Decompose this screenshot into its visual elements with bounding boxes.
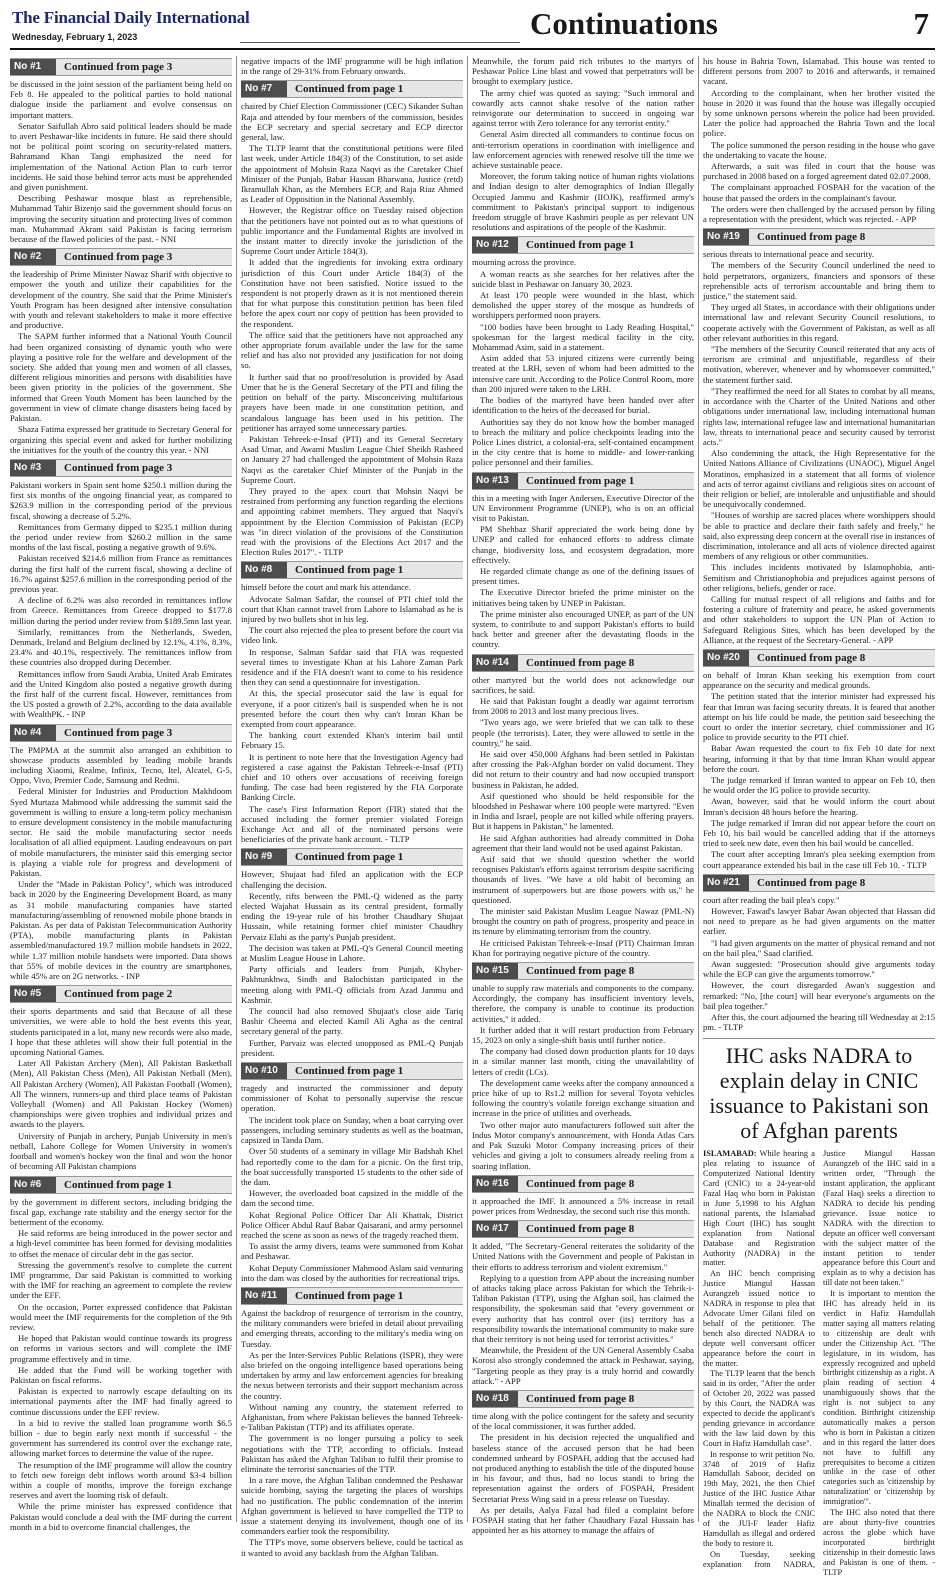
story-body <box>10 269 232 455</box>
story-paragraph: tragedy and instructed the commissioner and deputy commissioner of Kohat to personally supervise the rescue operation. <box>241 1083 463 1114</box>
story-paragraph: The SAPM further informed that a National Youth Council had been organized consisting of dynamic youth who were playing a positive role for the welfare and development of the society. She added that young men and women of all classes, different religious minorities and persons with disabilities have been given priority in the policies of the government. She informed that Green Youth Moment has been launched by the government in view of climate change disasters being faced by Pakistan. <box>10 331 232 424</box>
story-body <box>241 869 463 1058</box>
story-paragraph: Later All Pakistan Archery (Men), All Pakistan Basketball (Men), All Pakistan Chess (Men), All Pakistan Netball (Men), All Pakistan Archery (Women), All Pakistan Football (Women), All The winners, runners-up and third place teams of Pakistan Volleyball (Women) and All Pakistan Hockey (Women) championships were given trophies and individual prizes and awards to the players. <box>10 1058 232 1130</box>
story-body <box>703 56 935 224</box>
story-paragraph: himself before the court and mark his attendance. <box>241 582 411 593</box>
story-paragraph: While the prime minister has expressed confidence that Pakistan would conclude a deal with the IMF during the current month in a bid to overcome financial challenges, the <box>10 1501 232 1532</box>
story-paragraph: It further said that no proof/resolution is provided by Asad Umer that he is the General Secretary of the PTI and filing the petition on behalf of the party. Misconceiving multifarious prayers have been made in one constitution petition, and scandalous language has been used in his petition. The petitioner has arrayed some unnecessary parties. <box>241 371 463 433</box>
story-body <box>472 1241 694 1386</box>
story-paragraph: PM Shehbaz Sharif appreciated the work being done by UNEP and called for enhanced efforts to address climate change, biodiversity loss, and ecosystem degradation, more effectively. <box>472 524 694 565</box>
ihc-paragraph: An IHC bench comprising Justice Miangul Hassan Aurangzeb issued notice to NADRA in response to plea that Advocate Umer Gilani filed on behalf of the petitioner. The bench also directed NADRA to depute well conversant officer appearance before the court in the matter. <box>703 1269 815 1368</box>
story-paragraph: "Houses of worship are sacred places where worshippers should be able to practice and declare their faith safely and freely," he said, also expressing deep concern at the overall rise in instances of discrimination, intolerance and all acts of violence directed against members of any religious or other communities. <box>703 510 935 562</box>
story-paragraph: Pakistani workers in Spain sent home $250.1 million during the first six months of the ongoing financial year, as compared to $263.9 million in the corresponding period of the previous fiscal, showing a decrease of 5.2%. <box>10 479 232 521</box>
story-paragraph: "Two years ago, we were briefed that we can talk to these people (the terrorists). Later, they were allowed to settle in the country," he said. <box>472 717 694 748</box>
story-paragraph: "I had given arguments on the matter of physical remand and not on the bail plea," Saad clarified. <box>703 937 935 958</box>
paper-name: The Financial Daily International <box>12 8 250 27</box>
continuation-header <box>10 58 232 76</box>
story-paragraph: his house in Bahria Town, Islamabad. This house was rented to different persons from 2007 to 2016 and afterwards, it remained vacant. <box>703 56 935 87</box>
story-paragraph: According to the complainant, when her brother visited the house in 2020 it was found that the house was illegally occupied by some unknown persons wherein the police had been provided. Later the police had approached the Bahria Town and the local police. <box>703 87 935 139</box>
story-paragraph: The government is no longer pursuing a policy to seek negotiations with the TTP, according to officials. Instead Pakistan has asked the Afghan Taliban to fulfil their promise to eliminate the terrorist sanctuaries of the TTP. <box>241 1433 463 1474</box>
story-paragraph: Meanwhile, the President of the UN General Assembly Csaba Korosi also strongly condemned the attack in Peshawar, saying, "Targeting people as they pray is a truly horrid and cowardly attack." - APP <box>472 1345 694 1386</box>
story-paragraph: negative impacts of the IMF programme will be high inflation in the range of 29-31% from February onwards. <box>241 56 463 77</box>
story-paragraph: However, the court disregarded Awan's suggestion and remarked: "No, [the court] will hear everyone's arguments on the bail plea together." <box>703 980 935 1011</box>
story-paragraph: Asim added that 53 injured citizens were currently being treated at the LRH, seven of whom had been admitted to the intensive care unit. According to the Police Control Room, more than 200 injured were taken to the LRH. <box>472 353 694 394</box>
story-paragraph: After this, the court adjourned the hearing till Wednesday at 2:15 pm. - TLTP <box>703 1012 935 1033</box>
story-paragraph: He said over 450,000 Afghans had been settled in Pakistan after crossing the Pak-Afghan border on valid document. They did not return to their country and had now occupied transport business in Pakistan, he added. <box>472 748 694 790</box>
story-paragraph: Pakistan received $214.6 million from France as remittances during the first half of the current fiscal, showing a decline of 16.7% against $257.6 million in the corresponding period of the previous year. <box>10 553 232 594</box>
continued-from-label: Continued from page 3 <box>64 61 173 73</box>
continuation-number: No #9 <box>241 849 287 865</box>
continuation-number: No #18 <box>472 1391 518 1407</box>
continued-from-label: Continued from page 1 <box>295 83 404 96</box>
story-paragraph: Asif said that we should question whether the world recognises Pakistan's efforts against terrorism despite sacrificing thousands of lives. "We have a old habit of becoming an instrument of superpowers but are those powers with us," he questioned. <box>472 854 694 905</box>
continuation-number: No #20 <box>703 650 749 666</box>
story-paragraph: At this, the special prosecutor said the law is equal for everyone, if a poor citizen's bail is suspended when he is not presented before the court then why can't Imran Khan be exempted from court appearance. <box>241 688 463 729</box>
story-paragraph: However, Shujaat had filed an application with the ECP challenging the decision. <box>241 869 463 890</box>
continuation-number: No #15 <box>472 963 518 979</box>
story-paragraph: He said reforms are being introduced in the power sector and a high-level committee has been formed for devising modalities to offset the menace of circular debt in the gas sector. <box>10 1228 232 1259</box>
story-paragraph: The judge remarked if Imran wanted to appear on Feb 10, then he would order the IG police to provide security. <box>703 775 935 796</box>
continuation-header <box>10 248 232 266</box>
continued-from-label: Continued from page 8 <box>526 1392 635 1405</box>
story-paragraph: Asif questioned who should be held responsible for the bloodshed in Peshawar where 100 people were martyred. "Even in India and Israel, people are not killed while offering prayers. But it happens in Pakistan," he lamented. <box>472 790 694 832</box>
story-paragraph: The court after accepting Imran's plea seeking exemption from court appearance extended his bail in the case till Feb 10. - TLTP <box>703 849 935 870</box>
continuation-number: No #1 <box>10 59 56 75</box>
story-paragraph: The resumption of the IMF programme will allow the country to fetch new foreign debt inflows worth around $3-4 billion within a couple of months, improve the foreign exchange reserves and avert the looming risk of default. <box>10 1459 232 1501</box>
column-1 <box>10 56 232 1532</box>
story-paragraph: The prime minister also encouraged UNEP, as part of the UN system, to contribute to and support Pakistan's efforts to build back better and greener after the devastating floods in the country. <box>472 608 694 650</box>
continuation-number: No #16 <box>472 1176 518 1192</box>
story-paragraph: Stressing the government's resolve to complete the current IMF programme, Dar said Pakistan is committed to working with the IMF for reaching an agreement to complete the review under the EFF. <box>10 1259 232 1301</box>
story-paragraph: A decline of 6.2% was also recorded in remittances inflow from Greece. Remittances from Greece dropped to $177.8 million during the period under review from $189.5mn last year. <box>10 595 232 626</box>
story-paragraph: Awan suggested: "Prosecution should give arguments today while the ECP can give the arguments tomorrow." <box>703 959 935 980</box>
story-body <box>703 249 935 645</box>
story-paragraph: However, Fawad's lawyer Babar Awan objected that Hassan did not need to prepare as he had given arguments on the matter earlier. <box>703 906 935 937</box>
story-paragraph: other martyred but the world does not acknowledge our sacrifices, he said. <box>472 674 694 695</box>
continued-from-label: Continued from page 1 <box>295 1289 404 1302</box>
story-paragraph: As per details, Aalya Fazal had filed a complaint before FOSPAH stating that her father Chaudhary Fazal Hussain has appointed her as his attorney to manage the affairs of <box>472 1504 694 1536</box>
masthead <box>10 6 935 50</box>
story-paragraph: serious threats to international peace and security. <box>703 249 875 260</box>
story-paragraph: Without naming any country, the statement referred to Afghanistan, from where Pakistan believes the banned Tehreek-e-Taliban Pakistan (TTP) and its affiliates operate. <box>241 1401 463 1433</box>
story-paragraph: Pakistan Tehreek-e-Insaf (PTI) and its General Secretary Asad Umar, and Awami Muslim League Chief Sheikh Rasheed on January 27 had challenged the appointment of Mohsin Raza Naqvi as the caretaker Chief Minister of the Punjab in the Supreme Court. <box>241 433 463 485</box>
story-paragraph: chaired by Chief Election Commissioner (CEC) Sikander Sultan Raja and attended by four members of the commission, besides the ECP secretary and special secretary and ECP director general, law. <box>241 101 463 143</box>
story-paragraph: The minister said Pakistan Muslim League Nawaz (PML-N) brought the country on path of progress, prosperity and peace in its tenure by eliminating terrorism from the country. <box>472 906 694 937</box>
continuation-header <box>241 1062 463 1080</box>
story-paragraph: He said that Pakistan fought a deadly war against terrorism from 2008 to 2013 and lost many precious lives. <box>472 695 694 717</box>
story-paragraph: He regarded climate change as one of the defining issues of present times. <box>472 565 694 587</box>
story-body <box>472 56 694 232</box>
story-paragraph: Advocate Salman Safdar, the counsel of PTI chief told the court that Khan cannot travel from Lahore to Islamabad as he is injured by two bullets shot in his leg. <box>241 593 463 624</box>
story-paragraph: Also condemning the attack, the High Representative for the United Nations Alliance of Civilizations (UNAOC), Miguel Angel Moratinos, emphasized in a statement that all forms of violence and acts of terror against civilians and religious sites on account of their religion or belief, are intolerable and unjustifiable and should be unequivocally condemned. <box>703 448 935 510</box>
section-title: Continuations <box>530 6 718 41</box>
ihc-paragraph: The TLTP learnt that the bench said in its order, "After the order of October 20, 2022 was passed by this Court, the NADRA was expected to decide the applicant's pending grievance in accordance with the law laid down by this Court in Hafiz Hamdullah case". <box>703 1369 815 1448</box>
story-body <box>472 493 694 650</box>
continuation-number: No #2 <box>10 249 56 265</box>
story-paragraph: Under the "Made in Pakistan Policy", which was introduced back in 2020 by the Engineering Development Board, as many as 31 mobile manufacturing companies have started manufacturing/assembling of renowned mobile phone brands in Pakistan. As per data of Pakistan Telecommunication Authority (PTA), mobile manufacturing plants in Pakistan assembled/manufactured 19.7 million mobile handsets in 2022, while 1.37 million mobile handsets were imported. Data shows that 55% of mobile devices in the country are smartphones, while 45% are on 2G networks. - INP <box>10 879 232 982</box>
continued-from-label: Continued from page 8 <box>526 965 635 978</box>
continuation-number: No #14 <box>472 655 518 671</box>
story-paragraph: Against the backdrop of resurgence of terrorism in the country, the military commanders were briefed in detail about prevailing and emerging threats, according to the military's media wing on Tuesday. <box>241 1307 463 1349</box>
continued-from-label: Continued from page 1 <box>295 564 404 577</box>
story-paragraph: their sports departments and said that Because of all these universities, we were able to hold the best events this year, students participated in a lot, many new records were also made, I hope that these athletes will show their full potential in the upcoming National Games. <box>10 1006 232 1058</box>
continued-from-label: Continued from page 8 <box>757 231 866 244</box>
story-paragraph: be discussed in the joint session of the parliament being held on Feb 8. He appealed to the political parties to hold national dialogue inside the parliament and evolve consensus on important matters. <box>10 79 232 120</box>
continued-from-label: Continued from page 8 <box>757 651 866 664</box>
story-paragraph: Kohat Regional Police Officer Dar Ali Khattak, District Police Officer Abdul Rauf Babar Qaisarani, and army personnel reached the scene as soon as news of the tragedy reached them. <box>241 1209 463 1240</box>
continuation-number: No #11 <box>241 1288 287 1304</box>
continuation-header <box>472 654 694 672</box>
story-paragraph: Over 50 students of a seminary in village Mir Badshah Khel had reportedly come to the dam for a picnic. On the first trip, the boat successfully transported 15 students to the other side of the dam. <box>241 1146 463 1187</box>
story-body <box>472 1196 694 1216</box>
story-paragraph: the leadership of Prime Minister Nawaz Sharif with objective to empower the youth and utilize their capabilities for the development of the country. She said that the Prime Minister's Youth Program has been designed after intensive consultation with youth and relevant stakeholders to make it more effective and productive. <box>10 269 232 331</box>
story-paragraph: Senator Saifullah Abro said political leaders should be made to avert Peshawar-like incidents in future. He said there should not be political point scoring on security-related matters. Bahramand Khan Tangi emphasized the need for implementation of the National Action Plan to curb terror incidents. He said those behind terror acts must be apprehended and given punishment. <box>10 120 232 193</box>
story-paragraph: The development came weeks after the company announced a price hike of up to Rs1.2 million for several Toyota vehicles following the country's volatile foreign exchange situation and increase in the price of utilities and overheads. <box>472 1077 694 1119</box>
story-paragraph: It is pertinent to note here that the Investigation Agency had registered a case against the Pakistan Tehreek-e-Insaf (PTI) chief and 10 others over accusations of receiving foreign funding. The case had been registered by the FIA Corporate Banking Circle. <box>241 751 463 803</box>
story-paragraph: The petition stated that the interior minister had expressed his fear that Imran was facing security threats. It is feared that another attempt on his life could be made, the petition said beseeching the court to order the interior secretary, chief commissioner and IG police to provide security to the PTI chief. <box>703 691 935 743</box>
story-paragraph: Similarly, remittances from the Netherlands, Sweden, Denmark, Ireland and Belgium declined by 12.1%, 4.1%, 8.3%, 23.4% and 40.1%, respectively. The remittances inflow from these countries also dropped during December. <box>10 626 232 668</box>
story-paragraph: Replying to a question from APP about the increasing number of attacks taking place across Pakistan for which the Tehrik-i-Taliban Pakistan (TTP), using the Afghan soil, has claimed the responsibility, the spokesman said that "every government or every authority that has control over (its) territory has a responsibility towards the international community to make sure that their territory is not being used for terrorist activities." <box>472 1272 694 1344</box>
story-paragraph: Awan, however, said that he would inform the court about Imran's decision 48 hours before the hearing. <box>703 796 935 817</box>
story-paragraph: this in a meeting with Inger Andersen, Executive Director of the UN Environment Programme (UNEP), who is on an official visit to Pakistan. <box>472 492 694 523</box>
ihc-story <box>703 1038 935 1577</box>
column-4-stories <box>703 56 935 1032</box>
continued-from-label: Continued from page 3 <box>64 461 173 474</box>
continued-from-label: Continued from page 1 <box>526 474 635 487</box>
story-paragraph: He said Afghan authorities had already committed in Doha agreement that their land would not be used against Pakistan. <box>472 832 694 853</box>
continued-from-label: Continued from page 8 <box>526 656 635 669</box>
masthead-rule <box>240 42 520 43</box>
continuation-header <box>472 962 694 980</box>
story-body <box>10 1197 232 1533</box>
continuation-number: No #7 <box>241 81 287 97</box>
story-paragraph: Authorities say they do not know how the bomber managed to breach the military and police checkpoints leading into the Police Lines district, a colonial-era, self-contained encampment in the city centre that is home to middle- and lower-ranking police personnel and their families. <box>472 416 694 468</box>
story-paragraph: on behalf of Imran Khan seeking his exemption from court appearance on the security and medical grounds. <box>703 669 935 691</box>
story-paragraph: Shaza Fatima expressed her gratitude to Secretary General for organizing this special event and asked for further mobilizing the initiatives for the youth of the country this year. - NNI <box>10 424 232 455</box>
story-paragraph: As per the Inter-Services Public Relations (ISPR), they were also briefed on the ongoing intelligence based operations being undertaken by army and law enforcement agencies for breaking the nexus between terrorists and their support mechanism across the country. <box>241 1349 463 1401</box>
story-paragraph: It added that the ingredients for invoking extra ordinary jurisdiction of this Court under Article 184(3) of the Constitution have not been satisfied. Notice issued to the respondent is not properly drawn as it is not mentioned therein that for what purpose this constitution petition has been filed before the apex court nor copy of petition has been provided to the respondent. <box>241 257 463 329</box>
story-paragraph: The TLTP learnt that the constitutional petitions were filed last week, under Article 184(3) of the Constitution, to set aside the appointment of Mohsin Raza Naqvi as the Caretaker Chief Minister of the Punjab, Babar Hassan Bharwana, Justice (retd) Ikramullah Khan, as the Members ECP, and Raja Riaz Ahmed as Leader of Opposition in the National Assembly. <box>241 143 463 205</box>
continuation-header <box>472 1175 694 1193</box>
story-paragraph: The police summoned the person residing in the house who gave the undertaking to vacate the house. <box>703 139 935 160</box>
continuation-number: No #21 <box>703 875 749 891</box>
column-4 <box>703 56 935 1577</box>
continuation-header <box>703 874 935 892</box>
story-body <box>10 745 232 982</box>
continuation-header <box>10 985 232 1003</box>
story-paragraph: He hoped that Pakistan would continue towards its progress on reforms in various sectors and will complete the IMF programme effectively and in time. <box>10 1333 232 1364</box>
story-body <box>472 675 694 958</box>
story-paragraph: This includes incidents motivated by Islamophobia, anti-Semitism and Christianophobia and prejudices against persons of other religions, beliefs, gender or race. <box>703 562 935 593</box>
story-body <box>241 56 463 76</box>
continuation-header <box>472 1220 694 1238</box>
ihc-headline: IHC asks NADRA to explain delay in CNIC issuance to Pakistani son of Afghan parents <box>709 1043 929 1144</box>
story-paragraph: Kohat Deputy Commissioner Mahmood Aslam said venturing into the dam was closed by the authorities for recreational trips. <box>241 1262 463 1283</box>
story-paragraph: Remittances inflow from Saudi Arabia, United Arab Emirates and the United Kingdom also posted a negative growth during the first half of the current fiscal. However, remittances from the US posted a growth of 2.2%, according to the data available with WealthPK. - INP <box>10 668 232 720</box>
continuation-header <box>241 1287 463 1305</box>
story-paragraph: The judge remarked if Imran did not appear before the court on Feb 10, his bail would be cancelled adding that if the attorneys tried to seek new date, even then his bail would be cancelled. <box>703 817 935 849</box>
story-paragraph: The decision was taken at PML-Q's General Council meeting at Muslim League House in Lahore. <box>241 942 463 964</box>
continued-from-label: Continued from page 2 <box>64 988 173 1001</box>
story-paragraph: Meanwhile, the forum paid rich tributes to the martyrs of Peshawar Police Line blast and vowed that perpetrators will be brought to exemplary justice. <box>472 56 694 87</box>
story-paragraph: The office said that the petitioners have not approached any other appropriate forum available under the law for the same relief and has also not provided any justification for not doing so. <box>241 329 463 371</box>
story-paragraph: At least 170 people were wounded in the blast, which demolished the upper storey of the mosque as hundreds of worshippers performed noon prayers. <box>472 290 694 321</box>
story-paragraph: The court also rejected the plea to present before the court via video link. <box>241 625 463 646</box>
story-paragraph: "The members of the Security Council reiterated that any acts of terrorism are criminal and unjustifiable, regardless of their motivation, wherever, whenever and by whomsoever committed," the statement further said. <box>703 344 935 385</box>
continuation-number: No #10 <box>241 1063 287 1079</box>
column-divider <box>467 56 468 1522</box>
story-paragraph: unable to supply raw materials and components to the company. Accordingly, the company has insufficient inventory levels, therefore, the company is unable to continue its production activities," it added. <box>472 983 694 1024</box>
continuation-header <box>241 80 463 98</box>
continuation-header <box>241 848 463 866</box>
story-paragraph: The army chief was quoted as saying: "Such immoral and cowardly acts cannot shake resolve of the nation rather reinvigorate our determination to succeed in ongoing war against terror with Zero tolerance for any terrorist entity." <box>472 87 694 129</box>
continuation-number: No #5 <box>10 986 56 1002</box>
story-paragraph: It added, "The Secretary-General reiterates the solidarity of the United Nations with the Government and people of Pakistan in their efforts to address terrorism and violent extremism." <box>472 1241 694 1272</box>
story-paragraph: The banking court extended Khan's interim bail until February 15. <box>241 730 463 751</box>
continued-from-label: Continued from page 1 <box>295 1065 404 1078</box>
continued-from-label: Continued from page 1 <box>526 239 635 252</box>
continuation-header <box>472 472 694 490</box>
story-paragraph: it approached the IMF. It announced a 5% increase in retail power prices from Wednesday, the second such rise this month. <box>472 1195 694 1216</box>
story-paragraph: He added that the Fund will be working together with Pakistan on fiscal reforms. <box>10 1364 232 1385</box>
continuation-number: No #3 <box>10 460 56 476</box>
continuation-number: No #12 <box>472 237 518 253</box>
column-divider <box>698 56 699 1522</box>
story-body <box>10 480 232 720</box>
story-paragraph: Babar Awan requested the court to fix Feb 10 date for next hearing, informing it that by that time Imran Khan would appear before the court. <box>703 743 935 774</box>
dateline: ISLAMABAD: <box>703 1149 757 1159</box>
story-paragraph: Moreover, the forum taking notice of human rights violations and Indian design to alter demographics of Indian Illegally Occupied Jammu and Kashmir (IIOJK), reaffirmed army's commitment to Pakistan's principal support to indigenous freedom struggle of brave Kashmiri people as per relevant UN resolutions and aspirations of the people of the Kashmir. <box>472 171 694 233</box>
continuation-header <box>472 236 694 254</box>
ihc-paragraph <box>703 1149 815 1268</box>
continued-from-label: Continued from page 8 <box>526 1223 635 1236</box>
story-paragraph: The orders were then challenged by the accused person by filing a representation with the president, which was rejected. - APP <box>703 203 935 225</box>
story-paragraph: They urged all States, in accordance with their obligations under international law and relevant Security Council resolutions, to cooperate actively with the Government of Pakistan, as well as all other relevant authorities in this regard. <box>703 302 935 343</box>
story-paragraph: In response, Salman Safdar said that FIA was requested several times to investigate Khan at his Lahore Zaman Park residence and if the FIA doesn't want to come to his residence then they can send a questionnaire for investigation. <box>241 646 463 688</box>
story-paragraph: Two other major auto manufacturers followed suit after the Indus Motor company's announcement, with Honda Atlas Cars and Pak Suzuki Motor Company increasing prices of their vehicles and giving a jolt to consumers already reeling from a soaring inflation. <box>472 1119 694 1171</box>
story-paragraph: In a rare move, the Afghan Taliban condemned the Peshawar suicide bombing, saying the targeting the places of worships had no justification. The public condemnation of the interim Afghan government is believed to have compelled the TTP to issue a statement denying its involvement, though one of its commanders earlier took the responsibility. <box>241 1475 463 1537</box>
story-body <box>10 1006 232 1171</box>
ihc-paragraph: In response to writ petition No. 3748 of 2019 of Hafiz Hamdullah Saboor, decided on 19th May, 2021, the then Chief Justice of the IHC Justice Athar Minallah termed the decision of the NADRA to block the CNIC of the JUI-F leader Hafiz Hamdullah as illegal and ordered the body to restore it. <box>703 1449 815 1548</box>
story-paragraph: The TTP's move, some observers believe, could be tactical as it wanted to avoid any backlash from the Afghan Taliban. <box>241 1537 463 1558</box>
story-paragraph: However, the overloaded boat capsized in the middle of the dam the second time. <box>241 1188 463 1209</box>
issue-date: Wednesday, February 1, 2023 <box>12 32 138 42</box>
story-body <box>241 1308 463 1558</box>
continued-from-label: Continued from page 1 <box>295 851 404 864</box>
story-paragraph: time along with the police contingent for the safety and security of the local commissioner, it was further added. <box>472 1410 694 1432</box>
continuation-header <box>703 228 935 246</box>
continuation-number: No #4 <box>10 725 56 741</box>
continued-from-label: Continued from page 8 <box>757 876 866 889</box>
column-3 <box>472 56 694 1536</box>
continuation-header <box>10 1176 232 1194</box>
story-body <box>241 101 463 557</box>
story-paragraph: The president in his decision rejected the unqualified and baseless stance of the accused person that he had been condemned unheard by FOSPAH, adding that the accused had not produced anything to establish the title of the disputed house in his favour, and thus, had no locus standi to bring the representation against the orders of FOSPAH, President Secretariat Press Wing said in a press release on Tuesday. <box>472 1432 694 1504</box>
story-paragraph: On the occasion, Porter expressed confidence that Pakistan would meet the IMF requirements for the completion of the 9th review. <box>10 1301 232 1332</box>
story-paragraph: Further, Parvaiz was elected unopposed as PML-Q Punjab president. <box>241 1037 463 1058</box>
story-paragraph: The incident took place on Sunday, when a boat carrying over passengers, including seminary students as well as the boatman, capsized in Tanda Dam. <box>241 1114 463 1146</box>
story-paragraph: Calling for mutual respect of all religions and faiths and for fostering a culture of fraternity and peace, he asked governments and other stakeholders to support the UN Plan of Action to Safeguard Religious Sites, which has been developed by the Alliance, at the request of the Secretary-General. - APP <box>703 593 935 645</box>
story-paragraph: mourning across the province. <box>472 257 577 268</box>
story-paragraph: A woman reacts as she searches for her relatives after the suicide blast in Peshawar on January 30, 2023. <box>472 268 694 289</box>
ihc-paragraph: On Tuesday, seeking explanation from NADRA, Justice Miangul Hassan Aurangzeb of the IHC said in a written order, "Through the instant application, the applicant (Fazal Haq) seeks a direction to NADRA to decide his pending grievance. Issue notice to NADRA with the direction to depute an officer well conversant with the subject matter of the instant petition to tender appearance before this Court and explain as to why a decision has till date not been taken." <box>703 1149 935 1569</box>
continued-from-label: Continued from page 1 <box>64 1178 173 1191</box>
page-number: 7 <box>913 6 929 41</box>
continuation-number: No #8 <box>241 562 287 578</box>
ihc-body <box>703 1149 935 1577</box>
continuation-header <box>241 561 463 579</box>
story-body <box>10 79 232 244</box>
story-body <box>241 582 463 844</box>
story-paragraph: However, the Registrar office on Tuesday raised objection that the petitioners have not pointed out as to what questions of public importance and the Fundamental Rights are involved in the instant matter to directly invoke the jurisdiction of the Supreme Court under Article 184(3). <box>241 205 463 257</box>
continuation-header <box>472 1390 694 1408</box>
story-paragraph: The members of the Security Council underlined the need to hold perpetrators, organizers, financiers and sponsors of these reprehensible acts of terrorism accountable and bring them to justice," the statement said. <box>703 260 935 302</box>
story-paragraph: Afterwards, a suit was filed in court that the house was purchased in 2008 based on a forged agreement dated 02.07.2008. <box>703 161 935 182</box>
continuation-number: No #19 <box>703 229 749 245</box>
story-paragraph: "They reaffirmed the need for all States to combat by all means, in accordance with the Charter of the United Nations and other obligations under international law, including international human rights law, international refugee law and international humanitarian law, threats to international peace and security caused by terrorist acts." <box>703 385 935 447</box>
story-paragraph: The company had closed down production plants for 10 days in a similar manner last month, citing the unavailability of letters of credit (LCs). <box>472 1046 694 1077</box>
story-paragraph: Remittances from Germany dipped to $235.1 million during the period under review from $260.2 million in the same months of the last fiscal, posting a negative growth of 9.6%. <box>10 521 232 553</box>
story-paragraph: He criticised Pakistan Tehreek-e-Insaf (PTI) Chairman Imran Khan for portraying negative picture of the country. <box>472 937 694 958</box>
story-paragraph: Recently, rifts between the PML-Q widened as the party elected Wajahat Hussain as its central president, formally ending the 19-year rule of his brother Chaudhary Shujaat Hussain, while retaining former chief minister Chaudhry Pervaiz Elahi as the party's Punjab president. <box>241 890 463 942</box>
story-paragraph: University of Punjab in archery, Punjab University in men's netball, Lahore College for Women University in women's football and women's hockey won the final and won the honor of becoming All Pakistan champions <box>10 1130 232 1172</box>
story-body <box>241 1083 463 1283</box>
story-body <box>703 895 935 1033</box>
continued-from-label: Continued from page 8 <box>526 1177 635 1190</box>
story-paragraph: It further added that it will restart production from February 15, 2023 on only a single-shift basis until further notice. <box>472 1024 694 1046</box>
story-paragraph: by the government in different sectors, including bridging the fiscal gap, exchange rate stability and the energy sector for the betterment of the economy. <box>10 1196 232 1227</box>
story-paragraph: The council had also removed Shujaat's close aide Tariq Bashir Cheema and elected Kamil Ali Agha as the central secretary general of the party. <box>241 1006 463 1037</box>
story-body <box>472 1411 694 1535</box>
continued-from-label: Continued from page 3 <box>64 726 173 739</box>
story-paragraph: "100 bodies have been brought to Lady Reading Hospital," spokesman for the largest medical facility in the city, Mohammad Asim, said in a statement. <box>472 321 694 353</box>
story-paragraph: The case's First Information Report (FIR) stated that the accused including the former premier violated Foreign Exchange Act and all of the nominated persons were beneficiaries of the private bank account. - TLTP <box>241 803 463 845</box>
story-paragraph: court after reading the bail plea's copy." <box>703 894 840 905</box>
continued-from-label: Continued from page 3 <box>64 251 173 264</box>
continuation-header <box>10 724 232 742</box>
story-body <box>472 983 694 1171</box>
story-body <box>703 670 935 870</box>
story-paragraph: Federal Minister for Industries and Production Makhdoom Syed Murtaza Mahmood while addressing the summit said the government is willing to ensure a long-term policy mechanism to ensure development consistency in the mobile manufacturing sector. He said the mobile manufacturing sector needs localisation of all allied equipment. Lauding endeavours on part of mobile manufacturers, the minister said this emerging sector is playing a viable role for progress and development of Pakistan. <box>10 786 232 879</box>
story-paragraph: The Executive Director briefed the prime minister on the initiatives being taken by UNEP in Pakistan. <box>472 587 694 608</box>
story-paragraph: The PMPMA at the summit also arranged an exhibition to showcase products assembled by leading mobile brands including Xiaomi, Realme, Infinix, Tecno, Itel, Alcatel, G-5, Oppo, Vivo, Premier Code, Samsung and Redmi. <box>10 744 232 786</box>
column-divider <box>236 56 237 1522</box>
story-paragraph: The complainant approached FOSPAH for the vacation of the house that passed the orders in the complainant's favour. <box>703 182 935 203</box>
ihc-lead-text: While hearing a plea relating to issuance of Computerized National Identity Card (CNIC) to a 24-year-old Fazal Haq who born in Pakistan in June 5,1998 to his Afghan national parents, the Islamabad High Court (IHC) has sought explanation from National Database and Registration Authority (NADRA) in the matter. <box>703 1149 815 1268</box>
story-paragraph: The bodies of the martyred have been handed over after identification to the heirs of the deceased for burial. <box>472 395 694 416</box>
story-paragraph: General Asim directed all commanders to continue focus on anti-terrorism operations in coordination with intelligence and law enforcement agencies with renewed resolve till the time we achieve sustainable peace. <box>472 129 694 171</box>
story-paragraph: Party officials and leaders from Punjab, Khyber-Pakhtunkhwa, Sindh and Balochistan participated in the meeting along with PML-Q officials from Azad Jammu and Kashmir. <box>241 964 463 1005</box>
story-paragraph: In a bid to revive the stalled loan programme worth $6.5 billion - due to begin early next month if successful - the government has surrendered its control over the exchange rate, allowing market forces to determine the value of the rupee. <box>10 1417 232 1459</box>
column-2 <box>241 56 463 1558</box>
continuation-header <box>10 459 232 477</box>
continuation-header <box>703 649 935 667</box>
ihc-paragraph: The IHC also noted that there are about thirty-five countries across the globe which have incorporated birthright citizenship in their domestic laws and Pakistan is one of them. - TLTP <box>823 1508 935 1577</box>
continuation-number: No #13 <box>472 473 518 489</box>
continuation-number: No #6 <box>10 1177 56 1193</box>
story-paragraph: Pakistan is expected to narrowly escape defaulting on its international payments after the IMF had finally agreed to continue discussions under the EFF review. <box>10 1386 232 1417</box>
story-body <box>472 257 694 467</box>
story-paragraph: To assist the army divers, teams were summoned from Kohat and Peshawar. <box>241 1241 463 1262</box>
story-paragraph: Describing Peshawar mosque blast as reprehensible, Muhammad Tahir Bizenjo said the government should focus on improving the security situation and protecting lives of common man. Muhammad Akram said Pakistan is facing terrorism because of the flawed policies of the past. - NNI <box>10 193 232 245</box>
continuation-number: No #17 <box>472 1221 518 1237</box>
ihc-paragraph: It is important to mention the IHC has already held in its verdict in Hafiz Hamdullah matter saying all matters relating to citizenship are dealt with under the Citizenship Act. "The legislature, in its wisdom, has expressly recognized and upheld birthright citizenship as a right. A plain reading of section 4 unambiguously shows that the right is not subject to any condition. Birthright citizenship automatically makes a person who is born in Pakistan a citizen and in this regard the latter does not have to fulfill any prerequisites to become a citizen unlike in the case of other categories such as 'citizenship by naturalization' or 'citizenship by immigration'". <box>823 1289 935 1507</box>
story-paragraph: They prayed to the apex court that Mohsin Naqvi be restrained from performing any function regarding the elections and appointing cabinet members. They argued that Naqvi's appointment by the Election Commission of Pakistan (ECP) was "in direct violation of the provisions of the Constitution read with the provisions of the Elections Act 2017 and the Election Rules 2017". - TLTP <box>241 485 463 558</box>
